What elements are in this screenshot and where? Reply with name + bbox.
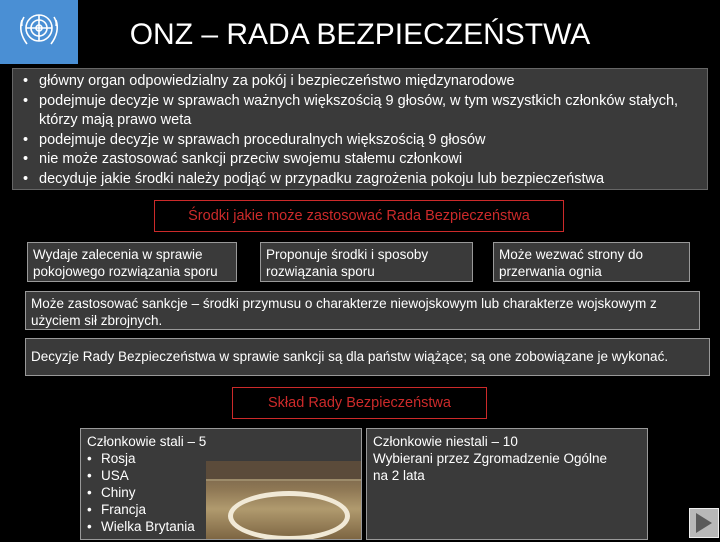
nonpermanent-election-text: Wybierani przez Zgromadzenie Ogólne (373, 451, 607, 466)
intro-box (12, 68, 708, 190)
nonpermanent-members-box (366, 428, 648, 540)
power-recommendations-box: Wydaje zalecenia w sprawie pokojowego rozwiązania sporu (27, 242, 237, 282)
list-item: • Chiny (87, 484, 212, 501)
intro-bullet: • nie może zastosować sankcji przeciw swojemu stałemu członkowi (19, 150, 701, 170)
intro-bullet: • podejmuje decyzje w sprawach proceduralnych większością 9 głosów (19, 131, 701, 151)
security-council-chamber-photo (206, 461, 362, 540)
intro-bullet-list (19, 72, 701, 189)
permanent-members-list (87, 450, 212, 535)
nonpermanent-members-title: Członkowie niestali – 10 (373, 434, 518, 449)
power-ceasefire-box: Może wezwać strony do przerwania ognia (493, 242, 690, 282)
sanctions-box: Może zastosować sankcje – środki przymusu o charakterze niewojskowym lub charakterze wojskowym z użyciem sił zbrojnych. (25, 291, 700, 330)
slide-title: ONZ – RADA BEZPIECZEŃSTWA (129, 18, 591, 51)
binding-decisions-box: Decyzje Rady Bezpieczeństwa w sprawie sankcji są dla państw wiążące; są one zobowiązane je wykonać. (25, 338, 710, 376)
intro-bullet: • główny organ odpowiedzialny za pokój i bezpieczeństwo międzynarodowe (19, 72, 701, 92)
permanent-members-text (87, 433, 212, 535)
powers-heading: Środki jakie może zastosować Rada Bezpieczeństwa (154, 200, 564, 232)
list-item: • USA (87, 467, 212, 484)
list-item: • Francja (87, 501, 212, 518)
un-emblem-icon (0, 0, 78, 64)
nonpermanent-term-text: na 2 lata (373, 468, 425, 483)
next-slide-icon (690, 509, 718, 537)
list-item: • Rosja (87, 450, 212, 467)
intro-bullet: • decyduje jakie środki należy podjąć w przypadku zagrożenia pokoju lub bezpieczeństwa (19, 170, 701, 190)
intro-bullet: • podejmuje decyzje w sprawach ważnych większością 9 głosów, w tym wszystkich członków stałych, którzy mają prawo weta (19, 92, 701, 131)
power-proposals-box: Proponuje środki i sposoby rozwiązania sporu (260, 242, 473, 282)
permanent-members-title: Członkowie stali – 5 (87, 434, 207, 449)
list-item: • Wielka Brytania (87, 518, 212, 535)
next-slide-button[interactable] (689, 508, 719, 538)
permanent-members-box (80, 428, 362, 540)
composition-heading: Skład Rady Bezpieczeństwa (232, 387, 487, 419)
